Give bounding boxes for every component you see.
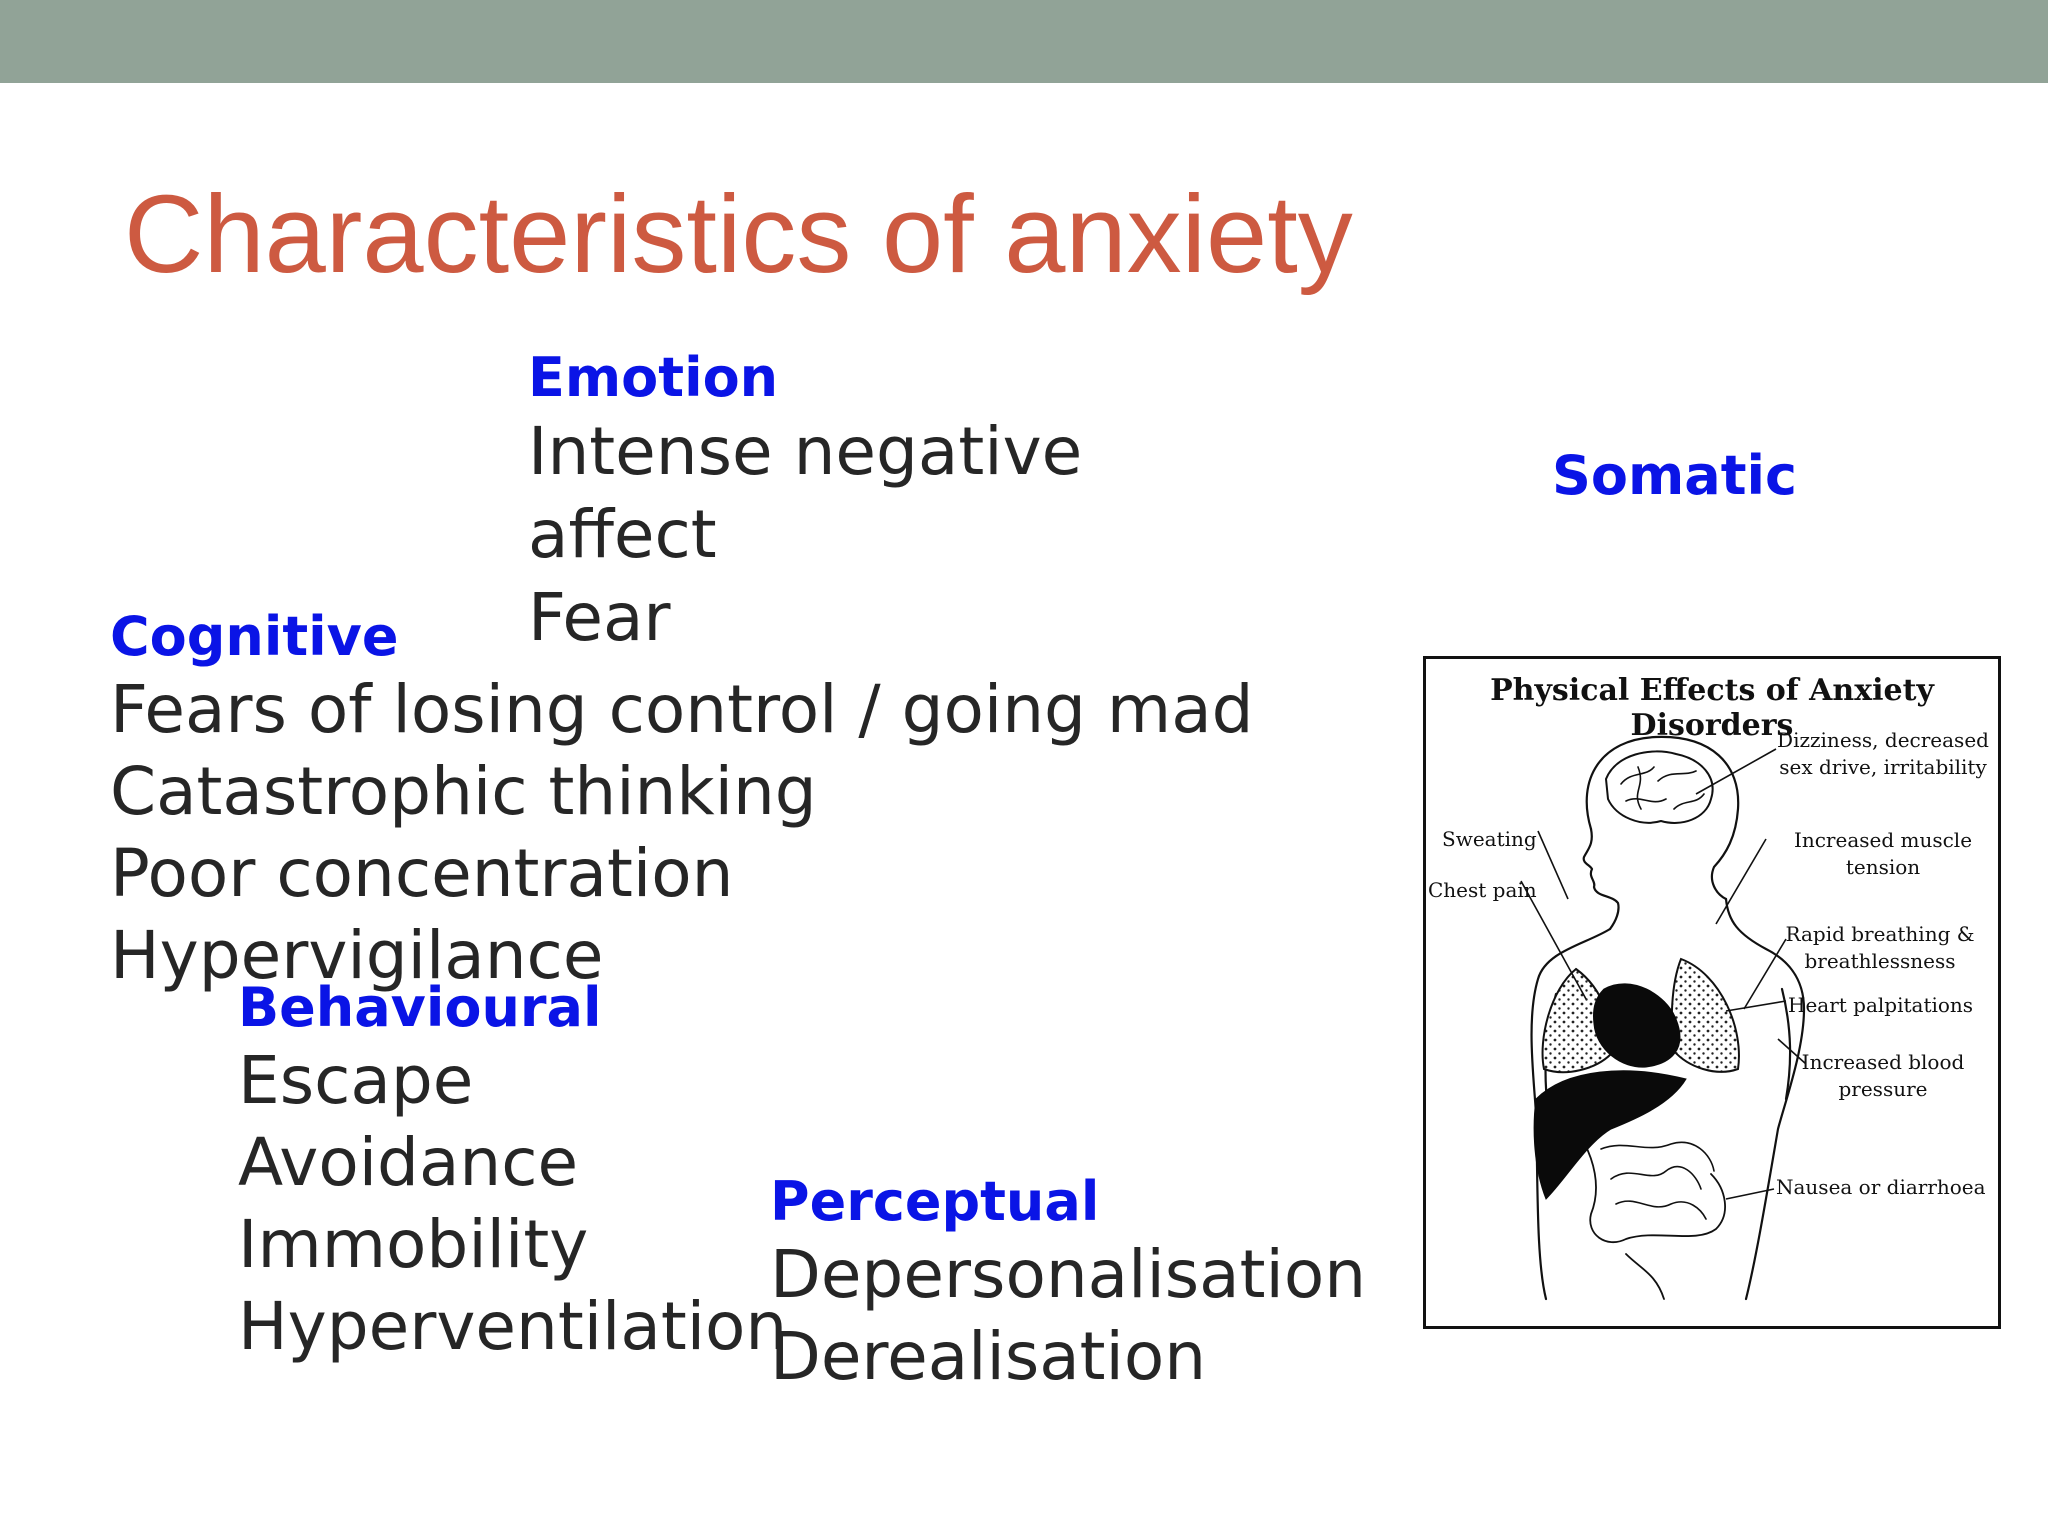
behavioural-item: Immobility bbox=[238, 1206, 589, 1283]
cognitive-item: Fears of losing control / going mad bbox=[110, 671, 1254, 748]
behavioural-item: Avoidance bbox=[238, 1124, 579, 1201]
perceptual-section bbox=[770, 1170, 1366, 1398]
emotion-item: Fear bbox=[528, 579, 671, 656]
somatic-section bbox=[1552, 444, 1797, 508]
label-blood-pressure: Increased blood pressure bbox=[1801, 1050, 1965, 1101]
label-muscle-tension: Increased muscle tension bbox=[1793, 828, 1973, 879]
behavioural-heading: Behavioural bbox=[238, 976, 602, 1039]
label-dizziness: Dizziness, decreased sex drive, irritability bbox=[1777, 728, 1989, 779]
label-rapid-breathing: Rapid breathing & breathlessness bbox=[1785, 922, 1975, 973]
physical-effects-diagram bbox=[1423, 656, 2001, 1329]
somatic-heading: Somatic bbox=[1552, 444, 1798, 507]
cognitive-section bbox=[110, 605, 1254, 997]
behavioural-item: Escape bbox=[238, 1042, 474, 1119]
perceptual-item: Derealisation bbox=[770, 1318, 1207, 1395]
perceptual-item: Depersonalisation bbox=[770, 1236, 1367, 1313]
label-nausea: Nausea or diarrhoea bbox=[1776, 1175, 1986, 1199]
cognitive-heading: Cognitive bbox=[110, 605, 399, 668]
behavioural-section bbox=[238, 976, 787, 1368]
cognitive-item: Catastrophic thinking bbox=[110, 753, 817, 830]
behavioural-item: Hyperventilation bbox=[238, 1288, 788, 1365]
top-accent-bar bbox=[0, 0, 2048, 83]
label-sweating: Sweating bbox=[1442, 827, 1537, 851]
cognitive-item: Hypervigilance bbox=[110, 917, 604, 994]
cognitive-item: Poor concentration bbox=[110, 835, 734, 912]
label-chest-pain: Chest pain bbox=[1428, 878, 1537, 902]
emotion-heading: Emotion bbox=[528, 346, 779, 409]
diagram-title: Physical Effects of Anxiety Disorders bbox=[1490, 673, 1934, 743]
emotion-item: Intense negative bbox=[528, 413, 1083, 490]
emotion-item: affect bbox=[528, 496, 717, 573]
perceptual-heading: Perceptual bbox=[770, 1170, 1100, 1233]
label-heart-palpitations: Heart palpitations bbox=[1788, 993, 1974, 1017]
slide-title: Characteristics of anxiety bbox=[124, 173, 1353, 296]
